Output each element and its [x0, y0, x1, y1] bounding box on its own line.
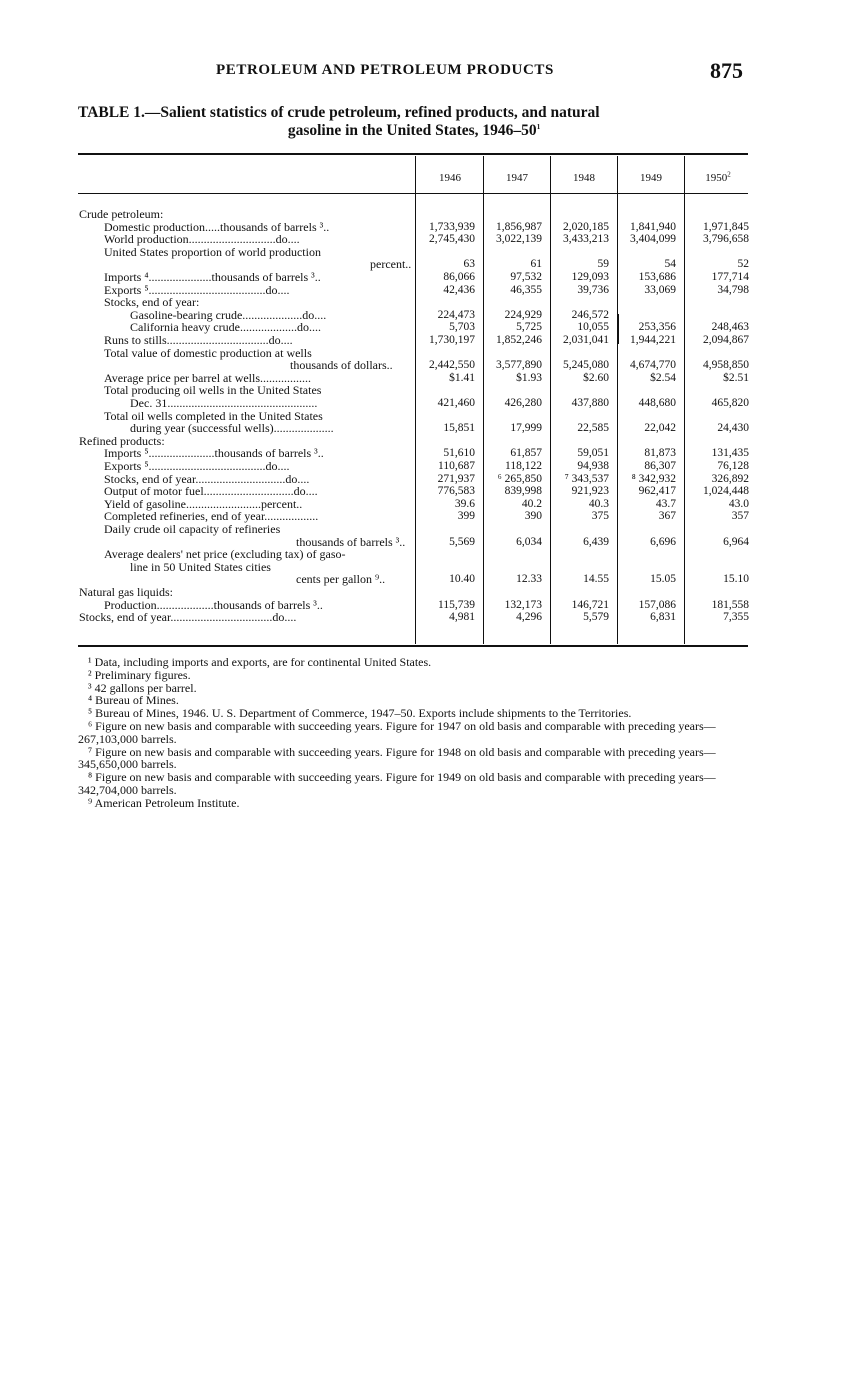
table-row — [0, 384, 858, 396]
column-header-1949: 1949 — [640, 172, 662, 184]
table-row — [0, 334, 858, 346]
table-row — [0, 447, 858, 459]
row-value: 253,356 — [638, 321, 676, 334]
table-bottom-rule — [78, 645, 748, 647]
table-row — [0, 233, 858, 245]
footnotes — [78, 656, 754, 810]
row-value: 177,714 — [711, 271, 749, 283]
row-label: Exports ⁵.......................................do.... — [104, 282, 290, 297]
row-value: 367 — [658, 510, 676, 523]
table-row — [0, 296, 858, 308]
row-label: thousands of barrels ³.. — [296, 534, 406, 549]
row-value: 962,417 — [638, 485, 676, 498]
row-value: 399 — [457, 510, 475, 523]
row-value: 1,856,987 — [496, 220, 542, 233]
footnote: ⁶ Figure on new basis and comparable with succeeding years. Figure for 1947 on old basis and comparable with preceding years—267,103,000 barrels. — [78, 718, 716, 746]
row-value: 97,532 — [510, 271, 542, 283]
table-row — [0, 460, 858, 472]
row-value: 426,280 — [504, 397, 542, 409]
row-value: 1,944,221 — [630, 334, 676, 346]
row-value: 10,055 — [577, 321, 609, 334]
table-top-rule — [78, 153, 748, 155]
table-row — [0, 435, 858, 447]
row-label: thousands of dollars.. — [290, 358, 393, 373]
row-value: 465,820 — [711, 397, 749, 409]
row-value: 59 — [597, 258, 609, 271]
row-value: 10.40 — [449, 573, 475, 586]
row-value: $2.60 — [583, 371, 609, 384]
row-value: 2,031,041 — [563, 334, 609, 346]
row-value: 248,463 — [711, 321, 749, 334]
row-value: 34,798 — [717, 283, 749, 296]
row-label: Production...................thousands of barrels ³.. — [104, 597, 323, 612]
row-value: 61 — [530, 258, 542, 271]
row-value: 2,745,430 — [429, 233, 475, 246]
row-label: Daily crude oil capacity of refineries — [104, 522, 281, 536]
running-title: PETROLEUM AND PETROLEUM PRODUCTS — [216, 62, 554, 78]
row-value: 6,439 — [583, 535, 609, 548]
row-value: 59,051 — [577, 447, 609, 460]
table-row — [0, 271, 858, 283]
footnote: ³ 42 gallons per barrel. — [88, 680, 197, 695]
table-row — [0, 573, 858, 585]
row-value: 63 — [463, 258, 475, 271]
table-row — [0, 523, 858, 535]
table-row — [0, 347, 858, 359]
table-row — [0, 284, 858, 296]
row-value: 1,971,845 — [703, 220, 749, 233]
row-label: cents per gallon ⁹.. — [296, 572, 386, 587]
row-value: 4,958,850 — [703, 359, 749, 372]
row-value: 5,569 — [449, 535, 475, 548]
row-value: 40.2 — [521, 497, 542, 510]
row-value: 437,880 — [571, 397, 609, 409]
table-row — [0, 611, 858, 623]
table-row — [0, 246, 858, 258]
row-label: during year (successful wells).................... — [130, 421, 334, 436]
header-bottom-rule — [78, 193, 748, 194]
column-header-1950-note: 2 — [727, 170, 731, 179]
row-label: line in 50 United States cities — [130, 559, 271, 574]
row-value: 43.0 — [728, 497, 749, 510]
row-label: Completed refineries, end of year.................. — [104, 509, 319, 524]
row-value: 15.10 — [723, 573, 749, 586]
table-row — [0, 359, 858, 371]
row-value: 1,024,448 — [703, 485, 749, 498]
row-label: Domestic production.....thousands of barrels ³.. — [104, 219, 330, 234]
row-value: 22,042 — [644, 422, 676, 435]
row-value: 51,610 — [443, 447, 475, 460]
row-label: Total producing oil wells in the United States — [104, 383, 322, 398]
row-value: 2,020,185 — [563, 220, 609, 233]
row-value: 42,436 — [443, 283, 475, 296]
row-value: 76,128 — [717, 460, 749, 472]
row-value: 271,937 — [437, 472, 475, 485]
row-label: Stocks, end of year: — [104, 295, 200, 310]
row-value: 1,852,246 — [496, 334, 542, 346]
row-value: ⁸ 342,932 — [631, 472, 676, 485]
row-value: 3,404,099 — [630, 233, 676, 246]
row-value: 24,430 — [717, 422, 749, 435]
row-value: 448,680 — [638, 397, 676, 409]
row-value: 86,066 — [443, 271, 475, 283]
row-value: 5,245,080 — [563, 359, 609, 372]
row-value: 4,296 — [516, 611, 542, 624]
table-row — [0, 309, 858, 321]
table-row — [0, 372, 858, 384]
table-row — [0, 321, 858, 333]
column-header-1946: 1946 — [439, 172, 461, 184]
row-value: 3,796,658 — [703, 233, 749, 246]
row-value: 86,307 — [644, 460, 676, 472]
row-value: 5,579 — [583, 611, 609, 624]
footnote: ¹ Data, including imports and exports, are for continental United States. — [88, 655, 432, 669]
row-value: 132,173 — [504, 598, 542, 611]
footnote: ² Preliminary figures. — [88, 667, 191, 682]
row-value: 146,721 — [571, 598, 609, 611]
row-value: 776,583 — [437, 485, 475, 498]
row-value: 375 — [591, 510, 609, 523]
row-label: California heavy crude...................do.... — [130, 320, 321, 335]
row-value: 129,093 — [571, 271, 609, 283]
row-value: 7,355 — [723, 611, 749, 624]
footnote: ⁸ Figure on new basis and comparable with succeeding years. Figure for 1949 on old basis and comparable with preceding years—342,704,000 barrels. — [78, 770, 716, 797]
row-value: 61,857 — [510, 447, 542, 460]
row-value: 157,086 — [638, 598, 676, 611]
row-value: 357 — [731, 510, 749, 523]
row-value: 43.7 — [655, 497, 676, 510]
row-value: 14.55 — [583, 573, 609, 586]
table-row — [0, 561, 858, 573]
row-value: ⁷ 343,537 — [564, 472, 609, 485]
row-value: 3,022,139 — [496, 233, 542, 246]
row-value: 1,730,197 — [429, 334, 475, 346]
caption-note-mark: 1 — [536, 122, 541, 131]
table-row — [0, 473, 858, 485]
row-value: 110,687 — [438, 460, 475, 472]
row-label: World production.............................do.... — [104, 232, 300, 247]
row-value: 39,736 — [577, 283, 609, 296]
table-row — [0, 410, 858, 422]
row-value: 6,964 — [723, 535, 749, 548]
row-label: Dec. 31.................................................. — [130, 396, 318, 410]
row-value: 39.6 — [454, 497, 475, 510]
row-value: 839,998 — [504, 485, 542, 498]
caption-line-1: TABLE 1.—Salient statistics of crude petroleum, refined products, and natural — [78, 104, 600, 121]
row-label: Total value of domestic production at wells — [104, 345, 312, 360]
column-header-1950 — [686, 172, 750, 184]
row-label: Average dealers' net price (excluding tax) of gaso- — [104, 547, 346, 562]
row-value: 4,674,770 — [630, 359, 676, 372]
table-row — [0, 536, 858, 548]
row-value: 15.05 — [650, 573, 676, 586]
row-value: 1,841,940 — [630, 220, 676, 233]
table-row — [0, 586, 858, 598]
footnote: ⁴ Bureau of Mines. — [88, 693, 179, 708]
row-value: 5,725 — [516, 321, 542, 334]
row-label: Runs to stills..................................do.... — [104, 333, 293, 347]
table-row — [0, 397, 858, 409]
row-value: 131,435 — [711, 447, 749, 460]
row-label: Stocks, end of year..............................do.... — [104, 471, 310, 486]
row-label: Gasoline-bearing crude....................do.... — [130, 307, 327, 322]
row-label: Imports ⁴.....................thousands of barrels ³.. — [104, 270, 321, 284]
table-row — [0, 208, 858, 220]
row-value: 3,577,890 — [496, 359, 542, 372]
row-value: $2.51 — [723, 371, 749, 384]
table-row — [0, 510, 858, 522]
caption-line-2-text: gasoline in the United States, 1946–50 — [287, 122, 537, 139]
column-header-1950-text: 1950 — [705, 172, 728, 184]
row-value: 153,686 — [638, 271, 676, 283]
row-value: 1,733,939 — [429, 220, 475, 233]
row-value: 246,572 — [571, 308, 609, 321]
row-label: percent.. — [370, 257, 412, 272]
row-label: Average price per barrel at wells................. — [104, 370, 312, 385]
row-value: 118,122 — [505, 460, 542, 472]
table-row — [0, 221, 858, 233]
row-value: 6,696 — [650, 535, 676, 548]
row-value: 3,433,213 — [563, 233, 609, 246]
row-label: Imports ⁵......................thousands of barrels ³.. — [104, 446, 324, 461]
row-value: 4,981 — [449, 611, 475, 624]
table-row — [0, 258, 858, 270]
row-value: 2,094,867 — [703, 334, 749, 346]
row-value: 40.3 — [588, 497, 609, 510]
row-value: 17,999 — [510, 422, 542, 435]
row-value: 46,355 — [510, 283, 542, 296]
row-value: 2,442,550 — [429, 359, 475, 372]
row-label: Yield of gasoline.........................percent.. — [104, 496, 303, 511]
footnote: ⁵ Bureau of Mines, 1946. U. S. Department of Commerce, 1947–50. Exports include shipments to the Territories. — [88, 706, 632, 721]
row-label: Crude petroleum: — [79, 207, 164, 221]
row-value: 33,069 — [644, 283, 676, 296]
row-value: 12.33 — [516, 573, 542, 586]
row-label: Exports ⁵.......................................do.... — [104, 459, 290, 473]
row-value: 6,831 — [650, 611, 676, 624]
table-row — [0, 485, 858, 497]
row-value: $2.54 — [650, 371, 676, 384]
column-header-1947: 1947 — [506, 172, 528, 184]
row-value: 181,558 — [711, 598, 749, 611]
table-row — [0, 498, 858, 510]
caption-line-2 — [288, 122, 540, 139]
row-value: 390 — [524, 510, 542, 523]
row-value: 5,703 — [449, 321, 475, 334]
row-value: 15,851 — [443, 422, 475, 435]
row-value: 326,892 — [711, 472, 749, 485]
row-label: Total oil wells completed in the United States — [104, 408, 323, 423]
page-number: 875 — [710, 58, 743, 83]
table-row — [0, 548, 858, 560]
row-value: 52 — [737, 258, 749, 271]
table-row — [0, 599, 858, 611]
row-value: 921,923 — [571, 485, 609, 498]
row-label: Stocks, end of year..................................do.... — [79, 610, 297, 625]
row-value: ⁶ 265,850 — [497, 472, 542, 485]
row-value: 115,739 — [438, 598, 475, 611]
row-value: 54 — [664, 258, 676, 271]
row-value: 224,473 — [437, 308, 475, 321]
row-label: United States proportion of world production — [104, 244, 321, 259]
row-label: Natural gas liquids: — [79, 585, 173, 599]
table-row — [0, 422, 858, 434]
page-header — [0, 58, 858, 84]
row-value: 81,873 — [644, 447, 676, 460]
row-label: Refined products: — [79, 433, 165, 448]
row-value: $1.93 — [516, 371, 542, 384]
row-value: 22,585 — [577, 422, 609, 435]
table-caption — [78, 104, 750, 140]
row-value: 224,929 — [504, 308, 542, 321]
row-value: 421,460 — [437, 397, 475, 409]
column-header-1948: 1948 — [573, 172, 595, 184]
row-value: 6,034 — [516, 535, 542, 548]
footnote: ⁹ American Petroleum Institute. — [88, 795, 240, 810]
row-value: $1.41 — [449, 371, 475, 384]
row-value: 94,938 — [577, 460, 609, 472]
row-label: Output of motor fuel..............................do.... — [104, 484, 318, 499]
footnote: ⁷ Figure on new basis and comparable with succeeding years. Figure for 1948 on old basis and comparable with preceding years—345,650,000 barrels. — [78, 744, 716, 772]
